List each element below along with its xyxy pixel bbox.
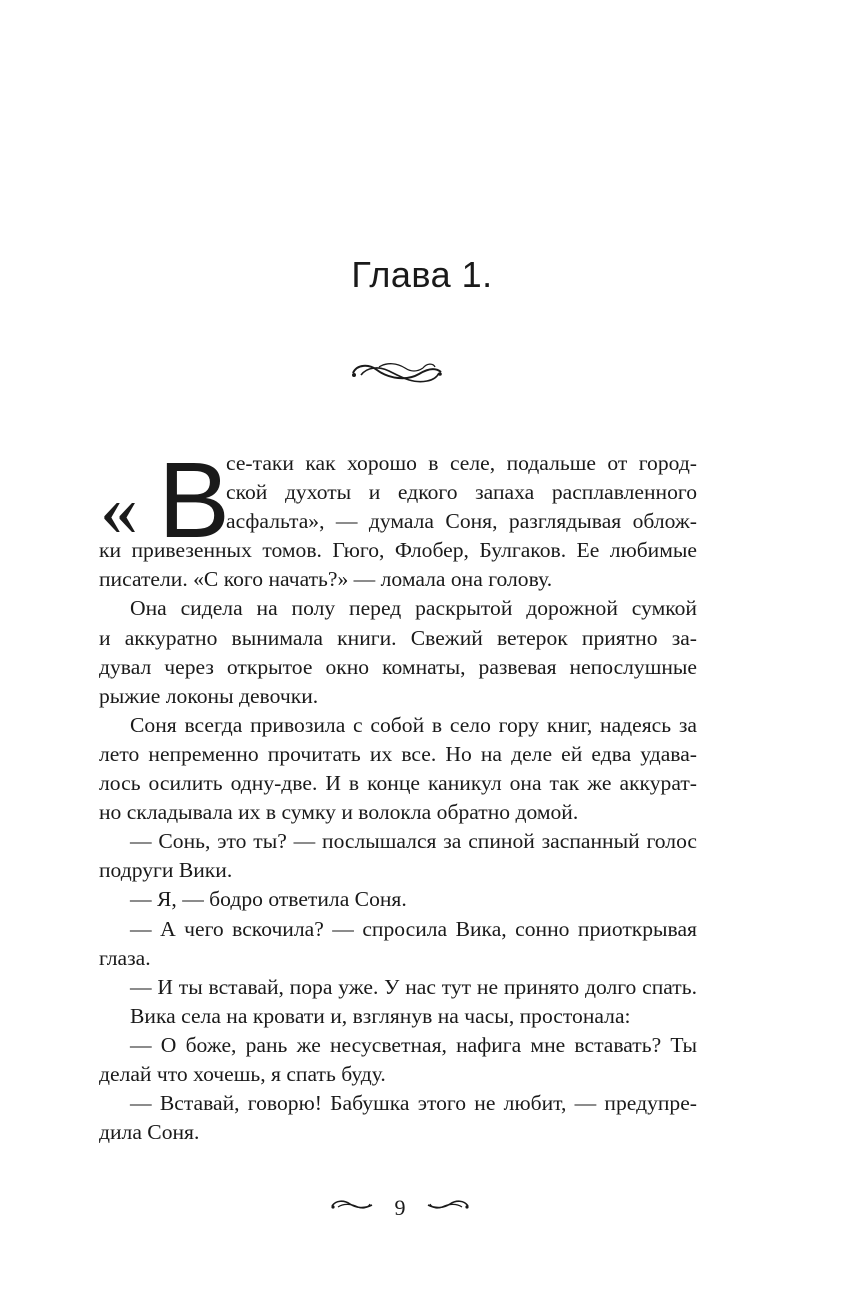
text-line: и аккуратно вынимала книги. Свежий ветерок приятно за-	[99, 625, 697, 650]
dropcap-letter: В	[158, 439, 231, 560]
text-line: писатели. «С кого начать?» — ломала она голову.	[99, 567, 553, 592]
text-line: но складывала их в сумку и волокла обратно домой.	[99, 800, 579, 825]
page-number: 9	[394, 1195, 406, 1220]
text-line: — Вставай, говорю! Бабушка этого не любит, — предупре-	[130, 1091, 697, 1116]
text-line: подруги Вики.	[99, 858, 233, 883]
text-line: — Я, — бодро ответила Соня.	[130, 887, 407, 912]
text-line: — А чего вскочила? — спросила Вика, сонно приоткрывая	[130, 916, 697, 941]
text-line: лето непременно прочитать их все. Но на деле ей едва удава-	[99, 741, 697, 766]
flourish-ornament-icon	[330, 1196, 374, 1214]
text-line: глаза.	[99, 945, 151, 970]
text-line: лось осилить одну-две. И в конце каникул она так же аккурат-	[99, 771, 697, 796]
text-line: — О боже, рань же несусветная, нафига мне вставать? Ты	[130, 1032, 697, 1057]
body-text	[99, 449, 697, 1147]
text-line: делай что хочешь, я спать буду.	[99, 1061, 386, 1086]
text-line: се-таки как хорошо в селе, подальше от город-	[226, 451, 697, 475]
text-line: асфальта», — думала Соня, разглядывая облож-	[226, 509, 697, 534]
text-line: ской духоты и едкого запаха расплавленного	[226, 480, 697, 505]
text-line: Соня всегда привозила с собой в село гору книг, надеясь за	[130, 712, 697, 737]
text-line: рыжие локоны девочки.	[99, 683, 319, 708]
text-line: Она сидела на полу перед раскрытой дорожной сумкой	[130, 596, 697, 621]
flourish-ornament-icon	[349, 357, 445, 387]
text-line: Вика села на кровати и, взглянув на часы, простонала:	[130, 1003, 631, 1028]
chapter-title: Глава 1.	[351, 254, 493, 295]
text-line: дила Соня.	[99, 1120, 200, 1145]
page-footer	[0, 1193, 844, 1223]
text-line: ки привезенных томов. Гюго, Флобер, Булгаков. Ее любимые	[99, 538, 697, 563]
dropcap-quote-mark: «	[100, 468, 138, 552]
text-line: — Сонь, это ты? — послышался за спиной заспанный голос	[130, 829, 697, 854]
text-line: — И ты вставай, пора уже. У нас тут не принято долго спать.	[130, 974, 697, 999]
text-line: дувал через открытое окно комнаты, развевая непослушные	[99, 654, 697, 679]
flourish-ornament-icon	[426, 1196, 470, 1214]
